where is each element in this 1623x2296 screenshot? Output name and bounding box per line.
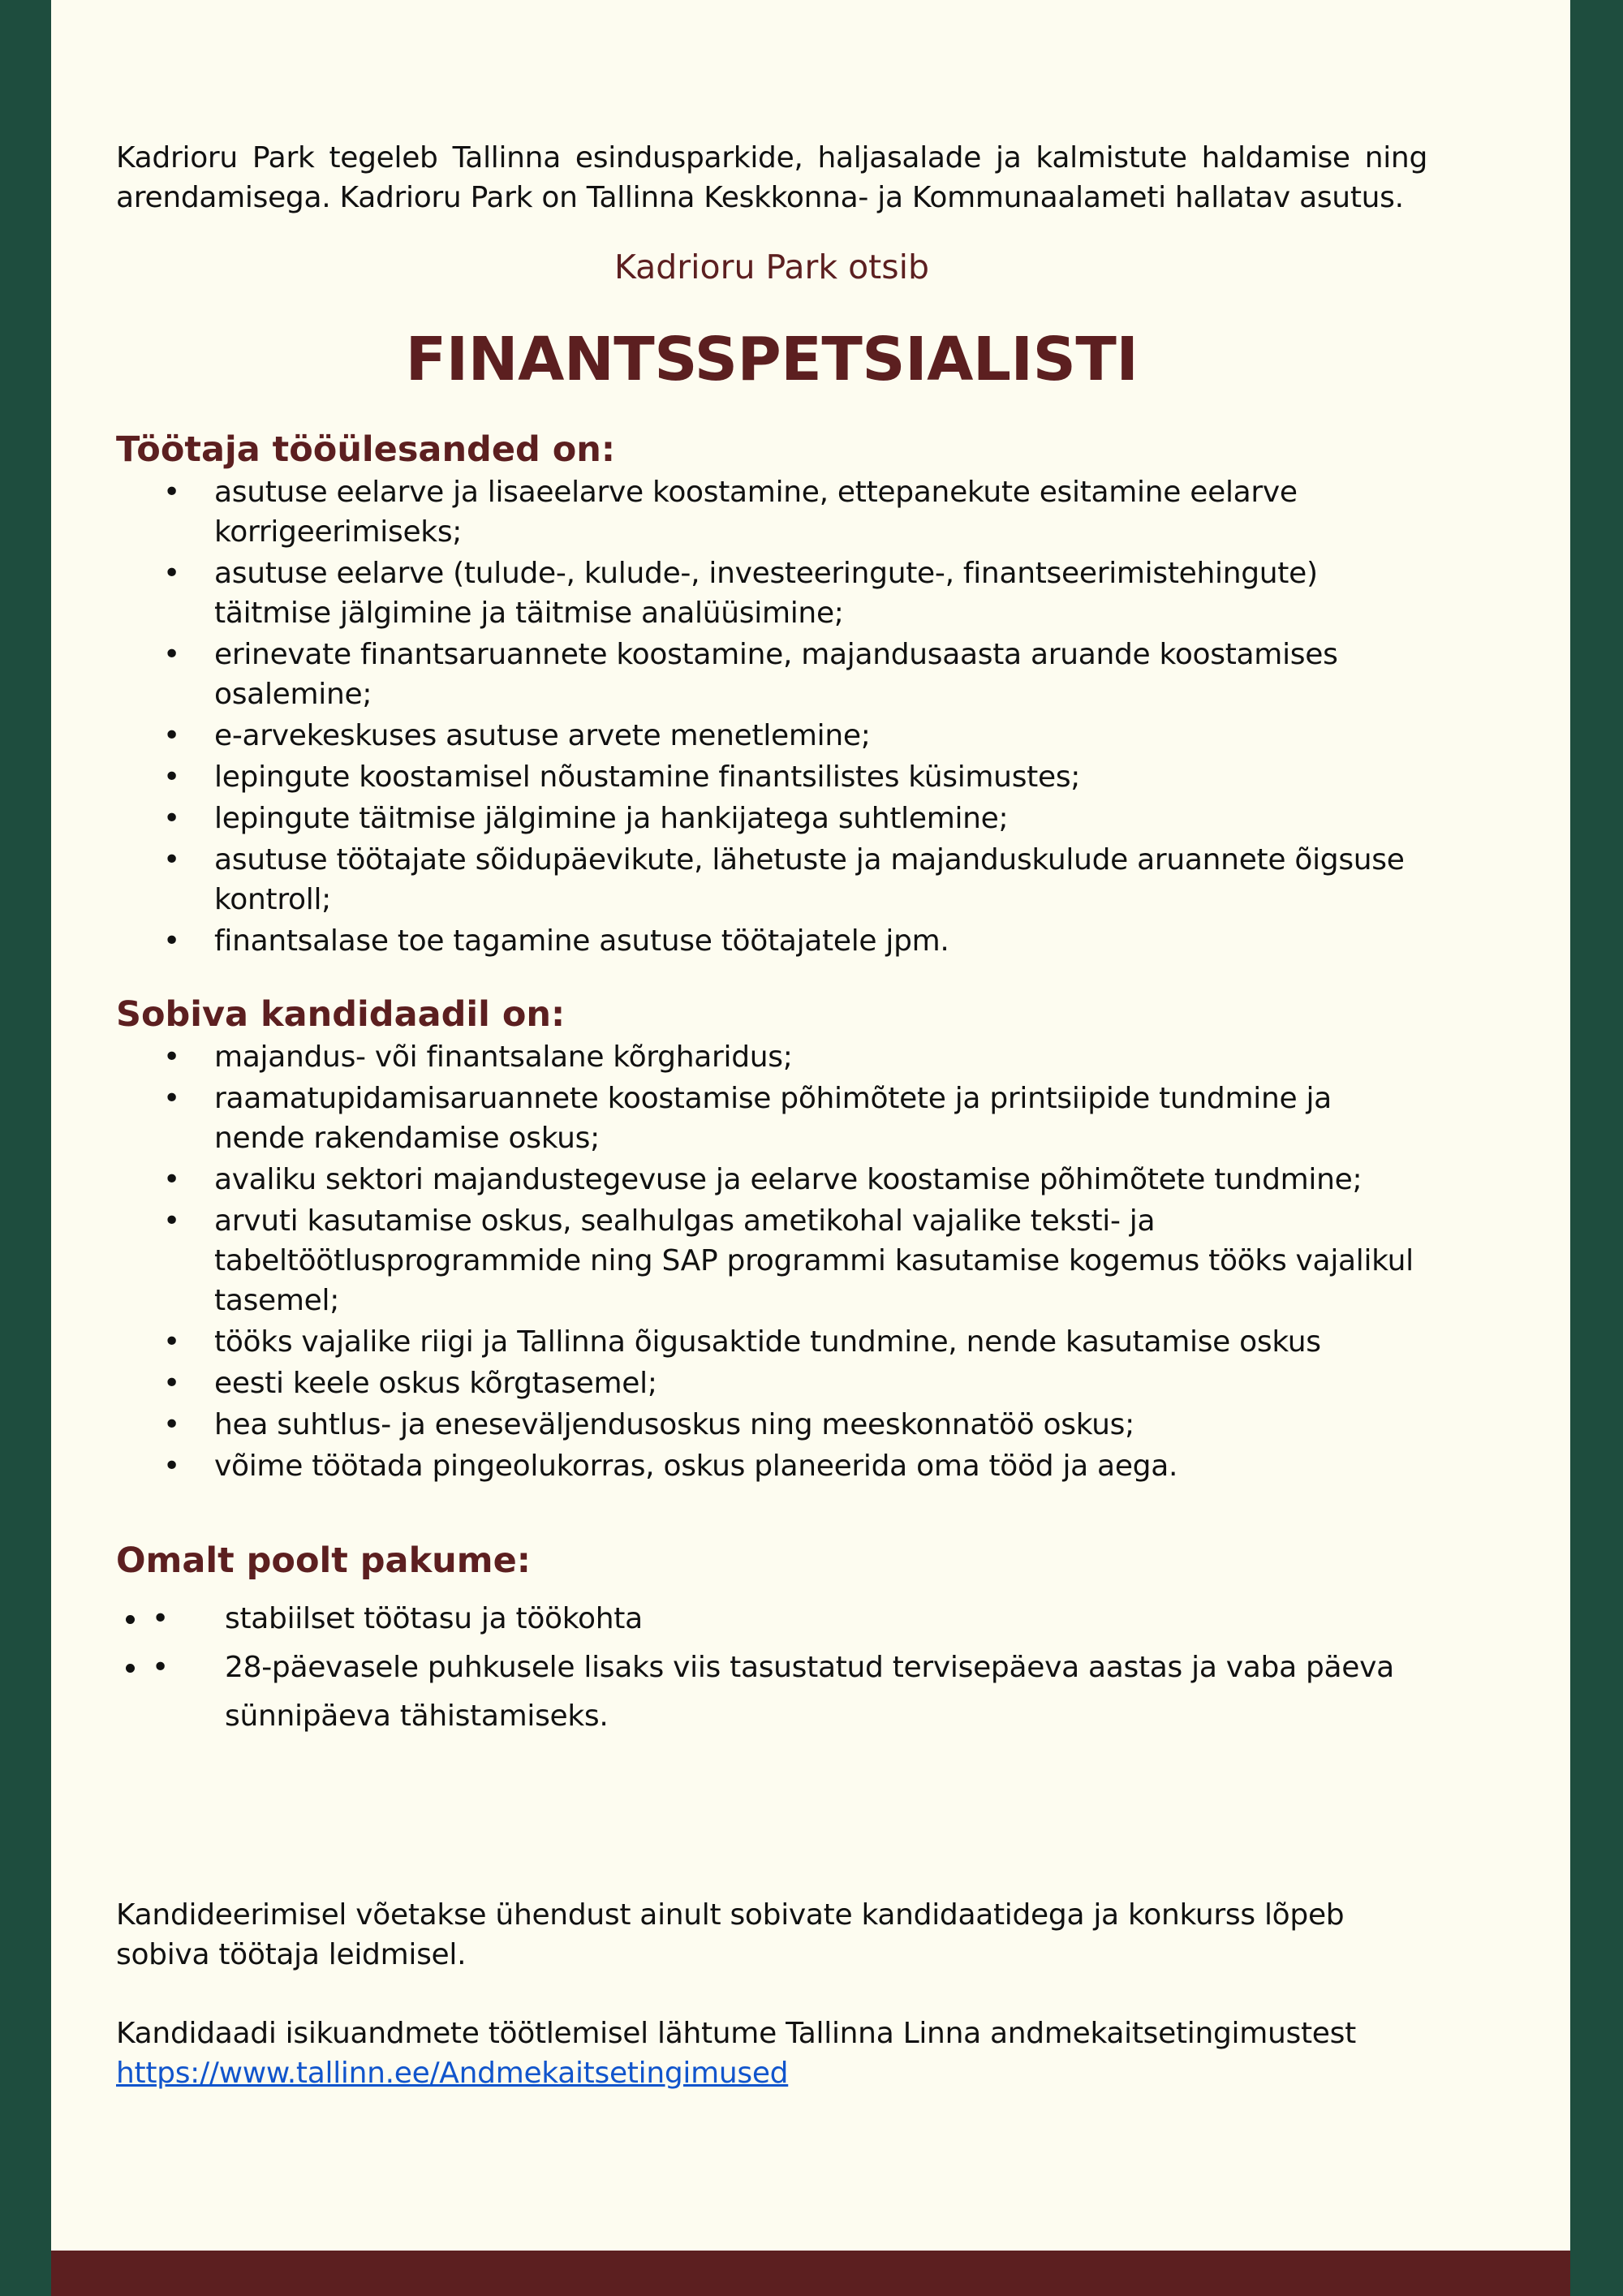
bottom-stripe — [51, 2251, 1570, 2296]
bullet-icon: • • — [152, 1602, 169, 1635]
privacy-paragraph — [116, 2014, 1427, 2093]
requirement-item: • majandus- või finantsalane kõrgharidus; — [116, 1037, 1427, 1077]
bullet-icon: • — [163, 638, 180, 671]
duty-item: • lepingute koostamisel nõustamine finantsilistes küsimustes; — [116, 757, 1427, 797]
bullet-icon: • — [163, 1325, 180, 1359]
bullet-icon: • — [163, 1040, 180, 1074]
privacy-text: Kandidaadi isikuandmete töötlemisel lähtume Tallinna Linna andmekaitsetingimustest — [116, 2017, 1356, 2050]
right-sidebar-stripe — [1570, 0, 1623, 2296]
requirement-item: • avaliku sektori majandustegevuse ja eelarve koostamise põhimõtete tundmine; — [116, 1160, 1427, 1200]
candidate-heading: Sobiva kandidaadil on: — [116, 994, 566, 1035]
bullet-icon: • — [163, 1408, 180, 1441]
bullet-icon: • — [163, 843, 180, 877]
duty-item: • asutuse eelarve ja lisaeelarve koostamine, ettepanekute esitamine eelarve korrigeerimiseks; — [116, 472, 1427, 552]
offer-item: • • 28-päevasele puhkusele lisaks viis tasustatud tervisepäeva aastas ja vaba päeva sünnipäeva tähistamiseks. — [149, 1643, 1427, 1741]
bullet-icon: • — [163, 1163, 180, 1196]
closing-paragraph: Kandideerimisel võetakse ühendust ainult sobivate kandidaatidega ja konkurss lõpeb sobiva töötaja leidmisel. — [116, 1898, 1345, 1971]
bullet-icon: • — [163, 557, 180, 590]
offer-heading: Omalt poolt pakume: — [116, 1540, 531, 1581]
bullet-icon: • — [163, 1204, 180, 1238]
bullet-icon: • — [163, 476, 180, 509]
offer-item: • • stabiilset töötasu ja töökohta — [149, 1595, 1427, 1643]
bullet-icon: • — [163, 760, 180, 794]
bullet-icon: • — [163, 924, 180, 958]
requirement-item: • hea suhtlus- ja eneseväljendusoskus ning meeskonnatöö oskus; — [116, 1405, 1427, 1445]
requirement-item: • raamatupidamisaruannete koostamise põhimõtete ja printsiipide tundmine ja nende rakendamise oskus; — [116, 1079, 1427, 1158]
requirements-list — [116, 1037, 1427, 1486]
duty-item: • asutuse töötajate sõidupäevikute, lähetuste ja majanduskulude aruannete õigsuse kontroll; — [116, 840, 1427, 920]
bullet-icon: • • — [152, 1651, 169, 1684]
duty-item: • lepingute täitmise jälgimine ja hankijatega suhtlemine; — [116, 799, 1427, 838]
bullet-icon: • — [163, 802, 180, 835]
requirement-item: • arvuti kasutamise oskus, sealhulgas ametikohal vajalike teksti- ja tabeltöötlusprogrammide ning SAP programmi kasutamise kogemus tööks vajalikul tasemel; — [116, 1201, 1427, 1320]
requirement-item: • tööks vajalike riigi ja Tallinna õigusaktide tundmine, nende kasutamise oskus — [116, 1322, 1427, 1362]
job-posting — [116, 138, 1427, 2093]
privacy-link[interactable]: https://www.tallinn.ee/Andmekaitsetingimused — [116, 2057, 789, 2090]
bullet-icon: • — [163, 1082, 180, 1115]
bullet-icon: • — [163, 1367, 180, 1400]
duty-item: • asutuse eelarve (tulude-, kulude-, investeeringute-, finantseerimistehingute) täitmise jälgimine ja täitmise analüüsimine; — [116, 554, 1427, 633]
requirement-item: • eesti keele oskus kõrgtasemel; — [116, 1363, 1427, 1403]
subtitle: Kadrioru Park otsib — [613, 248, 930, 286]
duties-list — [116, 472, 1427, 961]
bullet-icon: • — [163, 719, 180, 752]
duty-item: • e-arvekeskuses asutuse arvete menetlemine; — [116, 716, 1427, 756]
duties-heading: Töötaja tööülesanded on: — [116, 429, 616, 470]
duty-item: • finantsalase toe tagamine asutuse töötajatele jpm. — [116, 921, 1427, 961]
offer-list — [116, 1595, 1427, 1741]
requirement-item: • võime töötada pingeolukorras, oskus planeerida oma tööd ja aega. — [116, 1446, 1427, 1486]
job-title: FINANTSSPETSIALISTI — [405, 325, 1139, 394]
left-sidebar-stripe — [0, 0, 51, 2296]
duty-item: • erinevate finantsaruannete koostamine, majandusaasta aruande koostamises osalemine; — [116, 635, 1427, 714]
bullet-icon: • — [163, 1450, 180, 1483]
intro-paragraph: Kadrioru Park tegeleb Tallinna esindusparkide, haljasalade ja kalmistute haldamise ning arendamisega. Kadrioru Park on Tallinna Keskkonna- ja Kommunaalameti hallatav asutus. — [116, 141, 1427, 214]
